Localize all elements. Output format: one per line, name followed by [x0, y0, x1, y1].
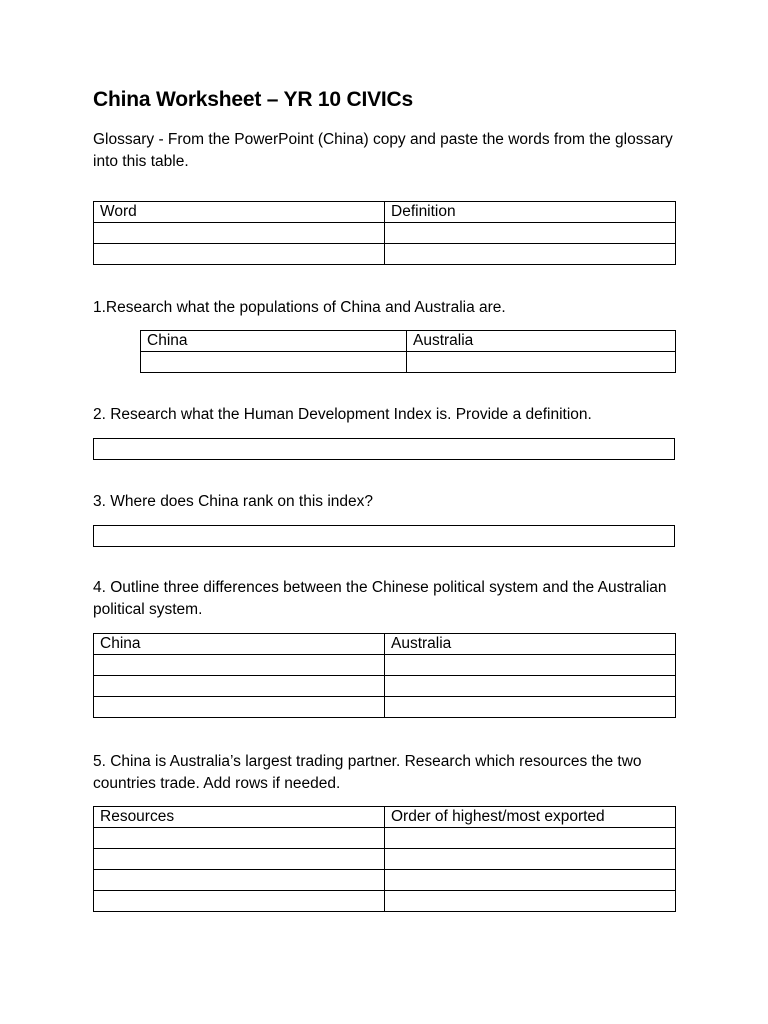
question-3-text: 3. Where does China rank on this index?: [93, 493, 374, 510]
table-cell[interactable]: [385, 223, 676, 244]
table-row: [94, 223, 676, 244]
table-cell[interactable]: [407, 352, 676, 373]
header-australia: Australia: [407, 331, 676, 352]
table-header-row: [94, 634, 676, 655]
table-cell[interactable]: [385, 870, 676, 891]
table-cell[interactable]: [385, 828, 676, 849]
political-system-table: [93, 633, 676, 718]
table-cell[interactable]: [385, 891, 676, 912]
page-title: China Worksheet – YR 10 CIVICs: [93, 88, 414, 111]
table-cell[interactable]: [94, 244, 385, 265]
header-resources: Resources: [94, 807, 385, 828]
table-row: [94, 891, 676, 912]
table-cell[interactable]: [385, 849, 676, 870]
table-cell[interactable]: [94, 870, 385, 891]
answer-cell[interactable]: [94, 526, 675, 547]
table-row: [94, 697, 676, 718]
table-cell[interactable]: [94, 828, 385, 849]
table-row: [94, 526, 675, 547]
header-order: Order of highest/most exported: [385, 807, 676, 828]
table-row: [94, 655, 676, 676]
question-1-text: 1.Research what the populations of China and Australia are.: [93, 299, 506, 316]
table-cell[interactable]: [385, 244, 676, 265]
table-cell[interactable]: [94, 697, 385, 718]
table-row: [94, 849, 676, 870]
table-cell[interactable]: [385, 676, 676, 697]
table-row: [94, 870, 676, 891]
resources-table: [93, 806, 676, 912]
table-cell[interactable]: [385, 697, 676, 718]
glossary-instruction: Glossary - From the PowerPoint (China) copy and paste the words from the glossary into this table.: [93, 131, 673, 170]
worksheet-page: [93, 0, 675, 1024]
table-cell[interactable]: [94, 655, 385, 676]
table-cell[interactable]: [141, 352, 407, 373]
answer-cell[interactable]: [94, 439, 675, 460]
glossary-table: [93, 201, 676, 265]
table-row: [94, 676, 676, 697]
table-row: [94, 439, 675, 460]
header-china: China: [94, 634, 385, 655]
table-header-row: [141, 331, 676, 352]
table-cell[interactable]: [94, 223, 385, 244]
question-2-text: 2. Research what the Human Development Index is. Provide a definition.: [93, 406, 592, 423]
table-header-row: [94, 807, 676, 828]
table-cell[interactable]: [385, 655, 676, 676]
population-table: [140, 330, 676, 373]
table-row: [94, 828, 676, 849]
header-china: China: [141, 331, 407, 352]
table-row: [94, 244, 676, 265]
table-cell[interactable]: [94, 849, 385, 870]
table-row: [141, 352, 676, 373]
table-cell[interactable]: [94, 676, 385, 697]
hdi-rank-box: [93, 525, 675, 547]
question-4-text: 4. Outline three differences between the Chinese political system and the Australian political system.: [93, 579, 667, 618]
hdi-definition-box: [93, 438, 675, 460]
header-australia: Australia: [385, 634, 676, 655]
header-definition: Definition: [385, 202, 676, 223]
table-cell[interactable]: [94, 891, 385, 912]
header-word: Word: [94, 202, 385, 223]
question-5-text: 5. China is Australia’s largest trading partner. Research which resources the two countries trade. Add rows if needed.: [93, 753, 642, 792]
table-header-row: [94, 202, 676, 223]
